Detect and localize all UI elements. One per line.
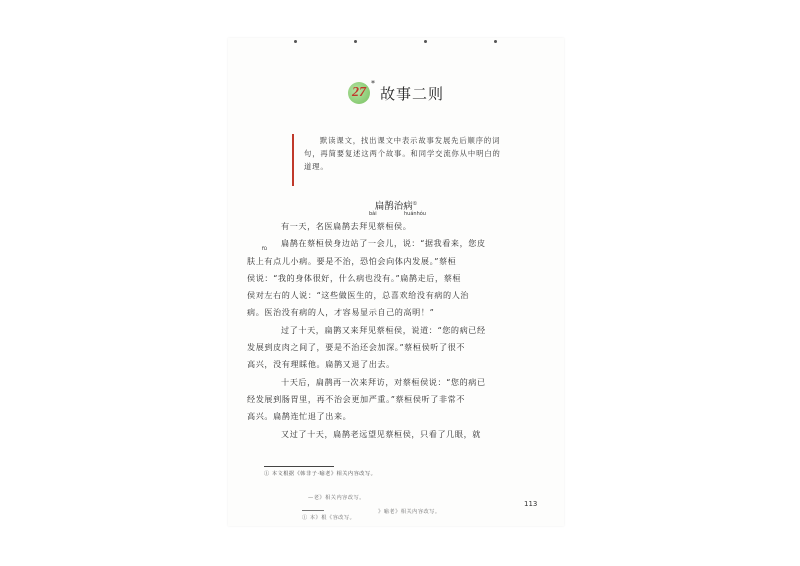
paragraph-3 [247,322,544,374]
lesson-number: 27 [351,85,366,100]
bleed-through-text-3: ① 本》根《容改写。 [302,515,356,521]
lesson-header [228,80,564,106]
edge-mark [424,40,427,43]
lesson-number-badge-icon [348,79,375,104]
footnote: ① 本文根据《韩非子·喻老》相关内容改写。 [264,471,377,477]
story-title [228,198,564,212]
pinyin-huanhou: huánhóu [404,211,426,217]
paragraph-line: 肤上有点儿小病。要是不治，恐怕会向体内发展。”蔡桓 [247,255,457,266]
story-body [247,218,544,443]
edge-mark [354,40,357,43]
textbook-page [228,38,564,526]
reading-prompt [292,134,554,186]
bleed-through-rule [302,510,324,511]
paragraph-5 [264,426,544,443]
paragraph-line: 经发展到肠胃里，再不治会更加严重。”蔡桓侯听了非常不 [247,393,466,404]
paragraph-line: 侯对左右的人说：“这些做医生的，总喜欢给没有病的人治 [247,290,470,301]
prompt-line-2: 句，再简要复述这两个故事。和同学交流你从中明白的 [304,149,501,158]
paragraph-line: 发展到皮肉之间了，要是不治还会加深。”蔡桓侯听了很不 [247,342,466,353]
prompt-line [304,134,554,147]
lesson-title: 故事二则 [379,84,444,103]
page-number: 113 [524,500,538,508]
paragraph-line: 又过了十天，扁鹊老远望见蔡桓侯，只看了几眼，就 [281,428,481,439]
paragraph-1 [264,218,544,235]
paragraph-line: 过了十天，扁鹊又来拜见蔡桓侯，说道：“您的病已经 [281,324,486,335]
pinyin-bai: bài [369,211,377,217]
paragraph-4 [247,374,544,426]
story-title-footnote-marker: ① [412,200,418,207]
paragraph-line: 扁鹊在蔡桓侯身边站了一会儿，说：“据我看来，您皮 [281,238,486,249]
pinyin-fu: fū [262,246,267,252]
paragraph-line: 有一天，名医扁鹊去拜见蔡桓侯。 [281,221,412,231]
edge-mark [494,40,497,43]
edge-mark [294,40,297,43]
story-title-text: 扁鹊治病 [374,201,413,212]
paragraph-line: 侯说：“我的身体很好，什么病也没有。”扁鹊走后，蔡桓 [247,272,462,283]
paragraph-line: 高兴。扁鹊连忙退了出来。 [247,411,352,422]
paragraph-line: 高兴，没有理睬他。扁鹊又退了出去。 [247,359,395,370]
paragraph-2 [247,235,544,321]
prompt-line-3: 道理。 [304,162,329,171]
bleed-through-text-1: —老》相关内容改写。 [308,495,365,501]
paragraph-line: 病。医治没有病的人，才容易显示自己的高明！” [247,307,435,318]
page-edge-marks [228,40,564,46]
paragraph-line: 十天后，扁鹊再一次来拜访，对蔡桓侯说：“您的病已 [281,376,486,387]
bleed-through-text-2: 》喻老》相关内容改写。 [378,509,441,515]
footnote-divider [264,466,334,467]
lesson-star: * [370,79,375,88]
prompt-line-1: 默读课文，找出课文中表示故事发展先后顺序的词 [320,136,501,145]
